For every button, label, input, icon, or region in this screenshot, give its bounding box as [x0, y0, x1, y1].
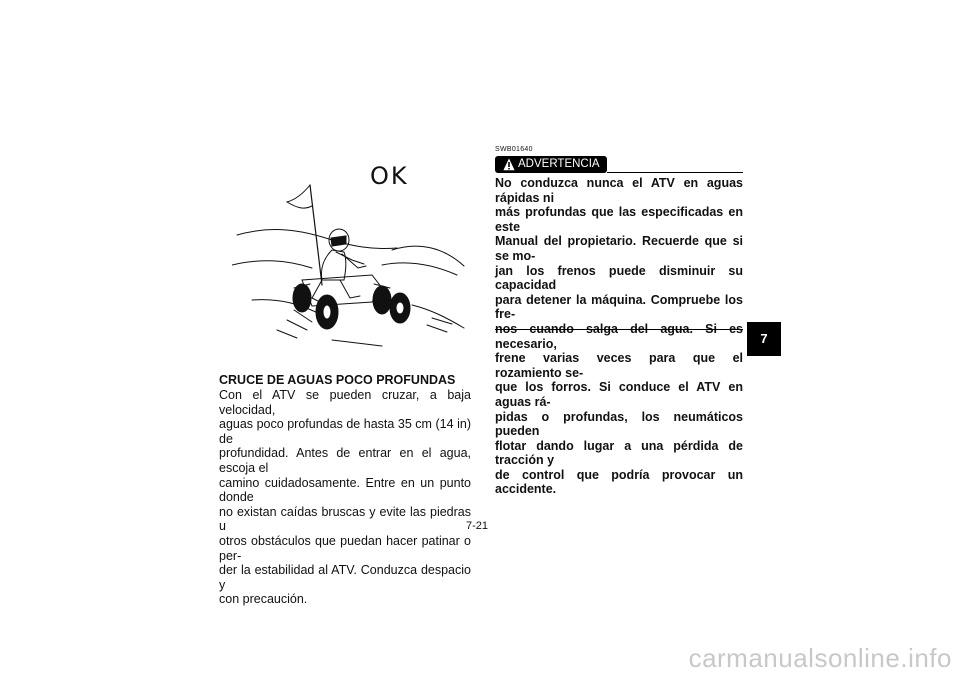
warning-paragraph	[495, 176, 743, 497]
body-line: profundidad. Antes de entrar en el agua, escoja el	[219, 446, 471, 475]
warning-code: SWB01640	[495, 146, 533, 153]
body-paragraph	[219, 388, 471, 607]
warning-line: Manual del propietario. Recuerde que si se mo-	[495, 234, 743, 263]
section-heading: CRUCE DE AGUAS POCO PROFUNDAS	[219, 373, 456, 387]
warning-label: ADVERTENCIA	[518, 158, 600, 170]
warning-triangle-icon	[503, 158, 515, 171]
warning-line: para detener la máquina. Compruebe los fre-	[495, 292, 743, 322]
body-line: Con el ATV se pueden cruzar, a baja velocidad,	[219, 388, 471, 417]
warning-badge	[495, 156, 607, 173]
warning-line: pidas o profundas, los neumáticos pueden	[495, 409, 743, 439]
warning-line: nos cuando salga del agua. Si es necesario,	[495, 321, 743, 351]
warning-end-rule	[495, 329, 743, 330]
warning-line: más profundas que las especificadas en este	[495, 205, 743, 234]
warning-line: No conduzca nunca el ATV en aguas rápidas ni	[495, 176, 743, 205]
body-line: aguas poco profundas de hasta 35 cm (14 in) de	[219, 417, 471, 446]
body-line: camino cuidadosamente. Entre en un punto donde	[219, 475, 471, 505]
body-line: no existan caídas bruscas y evite las piedras u	[219, 504, 471, 534]
atv-rider-illustration	[232, 180, 472, 350]
warning-line: de control que podría provocar un accidente.	[495, 467, 743, 497]
warning-line: frene varias veces para que el rozamiento se-	[495, 351, 743, 380]
watermark: carmanualsonline.info	[688, 643, 952, 673]
warning-line: jan los frenos puede disminuir su capacidad	[495, 263, 743, 293]
warning-line: flotar dando lugar a una pérdida de tracción y	[495, 438, 743, 468]
body-line: otros obstáculos que puedan hacer patinar o per-	[219, 533, 471, 563]
page-number: 7-21	[466, 520, 489, 532]
warning-rule	[607, 172, 743, 173]
chapter-tab: 7	[747, 322, 781, 356]
illustration-label: OK	[370, 162, 409, 190]
warning-line: que los forros. Si conduce el ATV en aguas rá-	[495, 380, 743, 409]
body-line: con precaución.	[219, 592, 308, 607]
body-line: der la estabilidad al ATV. Conduzca despacio y	[219, 563, 471, 592]
